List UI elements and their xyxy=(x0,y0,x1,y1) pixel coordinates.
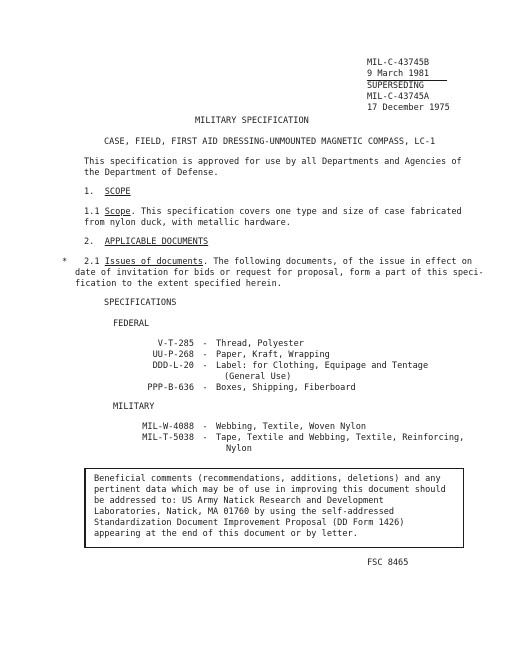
military-item-continuation xyxy=(226,444,252,455)
issues-para-label: Issues of documents xyxy=(104,257,204,267)
previous-doc-date: 17 December 1975 xyxy=(367,103,450,113)
spec-code: MIL-W-4088 xyxy=(142,422,194,432)
spec-description: Tape, Textile and Webbing, Textile, Reinforcing, xyxy=(216,433,465,443)
superseding-label: SUPERSEDING xyxy=(367,81,424,91)
spec-code: PPP-B-636 xyxy=(147,383,194,393)
spec-description: Boxes, Shipping, Fiberboard xyxy=(216,383,356,393)
military-item xyxy=(108,433,464,444)
section-1-heading xyxy=(84,187,131,198)
federal-label: FEDERAL xyxy=(113,319,150,329)
section-1-number: 1. xyxy=(84,187,95,197)
issues-paragraph-line-1 xyxy=(84,257,472,268)
document-subtitle: CASE, FIELD, FIRST AID DRESSING-UNMOUNTED MAGNETIC COMPASS, LC-1 xyxy=(104,137,436,147)
spec-description: Label: for Clothing, Equipage and Tentage xyxy=(216,361,429,371)
issues-paragraph-line-3: fication to the extent specified herein. xyxy=(75,279,282,289)
section-1-title: SCOPE xyxy=(104,187,131,197)
spec-description: Paper, Kraft, Wrapping xyxy=(216,350,330,360)
change-mark: * xyxy=(62,257,68,267)
scope-para-label: Scope xyxy=(104,207,131,217)
spec-description: Thread, Polyester xyxy=(216,339,304,349)
spec-dash: - xyxy=(202,350,208,360)
scope-para-text: . This specification covers one type and size of case fabricated from nylon duck, with metallic hardware. xyxy=(84,207,462,228)
spec-dash: - xyxy=(202,422,208,432)
document-title: MILITARY SPECIFICATION xyxy=(195,116,309,126)
spec-dash: - xyxy=(202,383,208,393)
federal-item xyxy=(108,361,428,372)
spec-code: DDD-L-20 xyxy=(152,361,194,371)
spec-description-continued: Nylon xyxy=(226,444,252,454)
issues-para-text-1: . The following documents, of the issue in effect on xyxy=(203,257,473,267)
document-header xyxy=(367,58,450,114)
notice-box-left-border xyxy=(84,468,86,548)
approval-statement: This specification is approved for use by all Departments and Agencies of the Department of Defense. xyxy=(84,157,462,178)
section-2-heading xyxy=(84,237,208,248)
spec-description: Webbing, Textile, Woven Nylon xyxy=(216,422,367,432)
military-label: MILITARY xyxy=(113,402,155,412)
previous-doc-number: MIL-C-43745A xyxy=(367,92,430,102)
doc-number: MIL-C-43745B xyxy=(367,58,430,68)
federal-item xyxy=(108,350,330,361)
spec-dash: - xyxy=(202,361,208,371)
federal-item xyxy=(108,339,304,350)
spec-description-continued: (General Use) xyxy=(224,372,292,382)
federal-item-continuation xyxy=(224,372,291,383)
section-2-title: APPLICABLE DOCUMENTS xyxy=(104,237,209,247)
spec-dash: - xyxy=(202,339,208,349)
scope-paragraph xyxy=(84,207,484,229)
spec-code: UU-P-268 xyxy=(152,350,194,360)
federal-item xyxy=(108,383,356,394)
spec-code: V-T-285 xyxy=(157,339,194,349)
spec-dash: - xyxy=(202,433,208,443)
comments-notice-text: Beneficial comments (recommendations, additions, deletions) and any pertinent data which may be of use in improving this document should be addressed to: US Army Natick Research and Development Laboratories, Natick, MA 01760 by using the self-addressed Standardization Document Improvement Proposal (DD Form 1426) appearing at the end of this document or by letter. xyxy=(94,474,446,539)
spec-code: MIL-T-5038 xyxy=(142,433,194,443)
issues-paragraph-line-2: date of invitation for bids or request for proposal, form a part of this speci- xyxy=(75,268,484,278)
section-2-number: 2. xyxy=(84,237,95,247)
specifications-label: SPECIFICATIONS xyxy=(104,298,177,308)
fsc-code: FSC 8465 xyxy=(367,558,409,568)
doc-date: 9 March 1981 xyxy=(367,69,430,79)
military-item xyxy=(108,422,366,433)
issues-para-number: 2.1 xyxy=(84,257,100,267)
scope-para-number: 1.1 xyxy=(84,207,100,217)
